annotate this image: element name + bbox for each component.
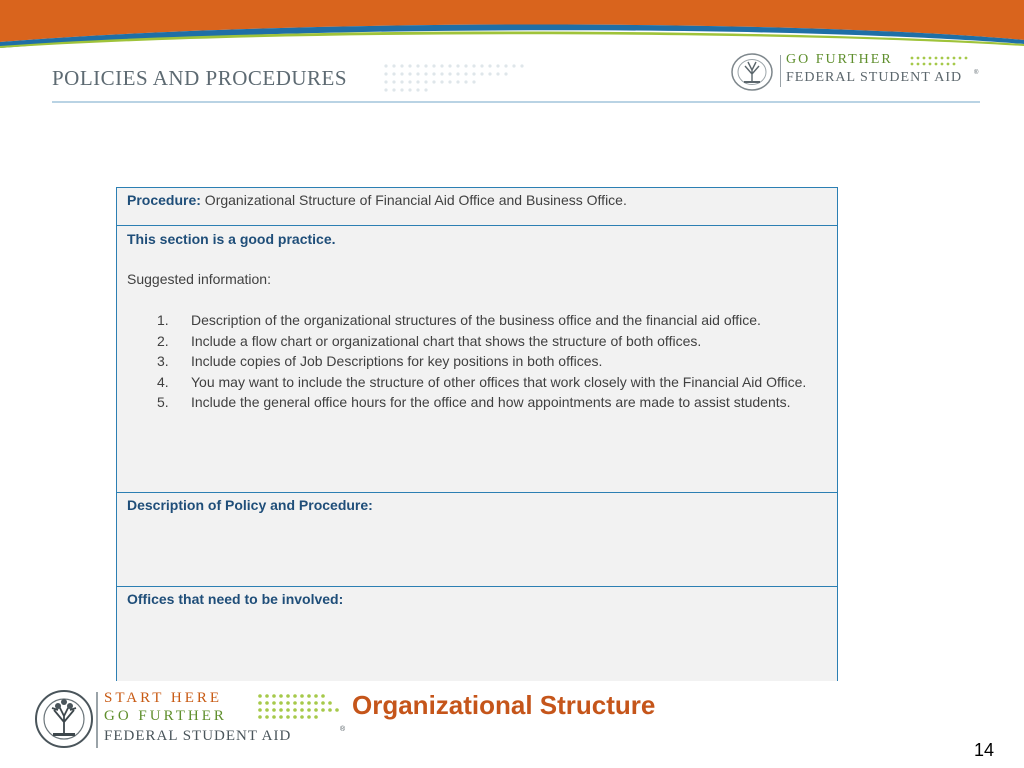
logo-go-further: GO FURTHER bbox=[104, 708, 227, 724]
logo-federal-student-aid: FEDERAL STUDENT AID bbox=[786, 70, 963, 85]
header-dot-pattern bbox=[382, 60, 582, 100]
list-item: 4. You may want to include the structure of other offices that work closely with the Financial Aid Office. bbox=[157, 373, 807, 390]
procedure-label: Procedure: bbox=[127, 192, 201, 208]
good-practice-heading: This section is a good practice. bbox=[127, 231, 336, 247]
header-divider-line bbox=[52, 101, 980, 103]
procedure-line bbox=[127, 192, 627, 208]
list-item: 3. Include copies of Job Descriptions for key positions in both offices. bbox=[157, 353, 603, 369]
logo-dot-pattern bbox=[908, 54, 978, 68]
logo-start-here: START HERE bbox=[104, 690, 223, 706]
suggested-information-label: Suggested information: bbox=[127, 271, 271, 287]
top-banner bbox=[0, 0, 1024, 48]
department-seal-icon bbox=[730, 52, 774, 92]
list-item: 5. Include the general office hours for the office and how appointments are made to assist students. bbox=[157, 394, 791, 410]
page-number: 14 bbox=[974, 740, 995, 760]
logo-go-further: GO FURTHER bbox=[786, 52, 893, 67]
department-seal-icon bbox=[34, 688, 94, 750]
offices-row[interactable] bbox=[117, 587, 837, 682]
logo-federal-student-aid: FEDERAL STUDENT AID bbox=[104, 728, 292, 744]
logo-registered-mark: ® bbox=[974, 70, 979, 76]
description-row[interactable] bbox=[117, 493, 837, 587]
procedure-form bbox=[116, 187, 838, 681]
logo-divider bbox=[780, 55, 781, 87]
procedure-row bbox=[117, 188, 837, 226]
offices-label: Offices that need to be involved: bbox=[127, 591, 344, 607]
list-item: 2. Include a flow chart or organizational chart that shows the structure of both offices. bbox=[157, 332, 702, 349]
fsa-header-logo bbox=[730, 52, 990, 92]
logo-divider bbox=[96, 692, 98, 748]
list-item: 1. Description of the organizational structures of the business office and the financial aid office. bbox=[157, 312, 761, 328]
fsa-footer-logo bbox=[34, 688, 354, 754]
description-label: Description of Policy and Procedure: bbox=[127, 497, 373, 513]
suggested-information-list bbox=[157, 310, 817, 413]
slide-title: Organizational Structure bbox=[352, 690, 656, 720]
logo-dot-pattern bbox=[256, 692, 342, 726]
guidance-row bbox=[117, 226, 837, 493]
procedure-text: Organizational Structure of Financial Aid Office and Business Office. bbox=[200, 192, 627, 208]
page-header-title: POLICIES AND PROCEDURES bbox=[52, 66, 348, 90]
logo-registered-mark: ® bbox=[340, 726, 346, 733]
